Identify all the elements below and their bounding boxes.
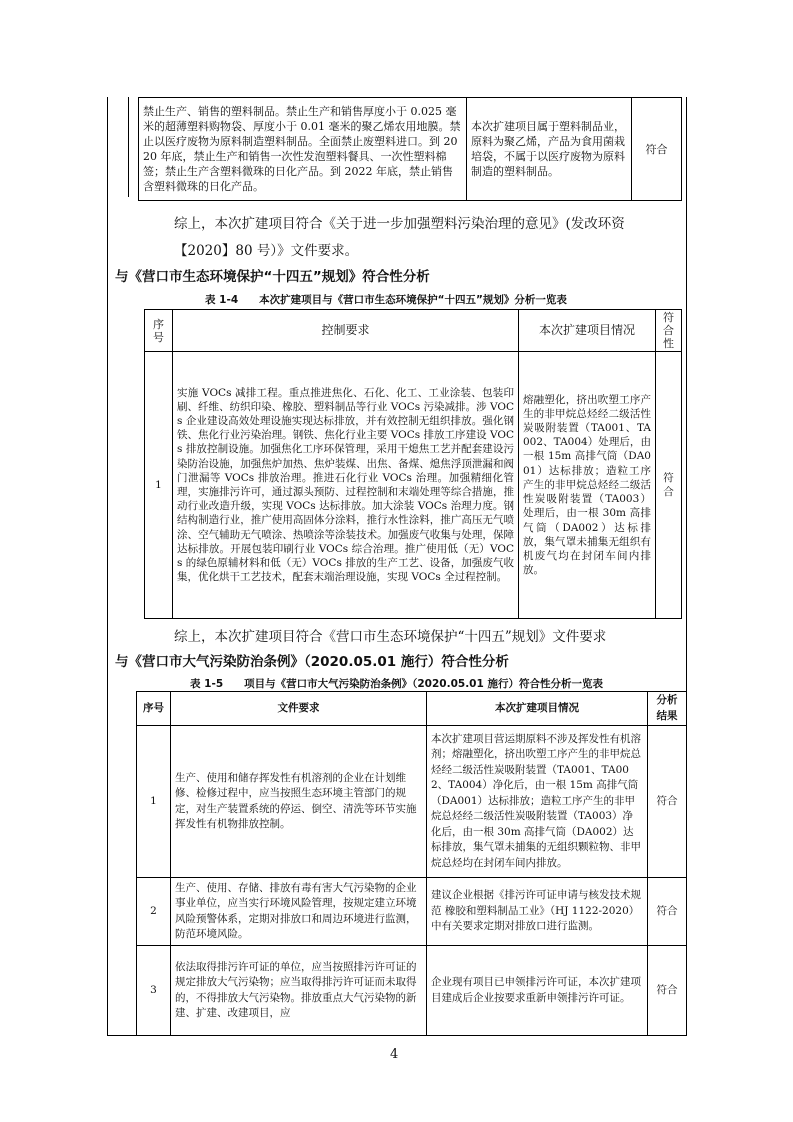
row-number: 1 xyxy=(137,726,171,878)
header-result: 分析结果 xyxy=(648,692,687,726)
table-row xyxy=(137,726,687,878)
table-caption-2: 表 1-5 项目与《营口市大气污染防治条例》（2020.05.01 施行）符合性分析一览表 xyxy=(190,678,603,690)
requirement-cell: 依法取得排污许可证的单位，应当按照排污许可证的规定排放大气污染物；应当取得排污许可证而未取得的，不得排放大气污染物。排放重点大气污染物的新建、扩建、改建项目，应 xyxy=(171,946,427,1036)
continuation-table xyxy=(138,97,682,201)
regulation-analysis-table xyxy=(136,691,687,1036)
table-caption-1: 表 1-4 本次扩建项目与《营口市生态环境保护“十四五”规划》分析一览表 xyxy=(205,294,567,306)
table-header-row xyxy=(145,310,682,352)
header-compliance: 符合性 xyxy=(656,310,682,352)
row-number: 1 xyxy=(145,352,173,619)
planning-analysis-table xyxy=(144,309,682,619)
status-cell: 建议企业根据《排污许可证申请与核发技术规范 橡胶和塑料制品工业》（HJ 1122-2020）中有关要求定期对排放口进行监测。 xyxy=(427,878,648,946)
status-cell: 企业现有项目已申领排污许可证，本次扩建项目建成后企业按要求重新申领排污许可证。 xyxy=(427,946,648,1036)
requirement-cell: 实施 VOCs 减排工程。重点推进焦化、石化、化工、工业涂装、包装印刷、纤维、纺织印染、橡胶、塑料制品等行业 VOCs 污染减排。涉 VOCs 企业建设高效处理设施实现达标排放，并有效控制无组织排放。强化钢铁、焦化行业污染治理。钢铁、焦化行业主要 VOCs 排放工序建设 VOCs 排放控制设施。加强焦化工序环保管理，采用干熄焦工艺并配套建设污染防治设施，加强焦炉加热、焦炉装煤、出焦、备煤、熄焦浮顶泄漏和阀门泄漏等 VOCs 排放治理。推进石化行业 VOCs 治理。加强精细化管理，实施排污许可，通过源头预防、过程控制和末端处理等综合措施，推动行业改造升级，实现 VOCs 达标排放。加大涂装 VOCs 治理力度。钢结构制造行业，推广使用高固体分涂料，推行水性涂料，推广高压无气喷涂、空气辅助无气喷涂、热喷涂等涂装技术。加强废气收集与处理，保障达标排放。开展包装印刷行业 VOCs 综合治理。推广使用低（无）VOCs 的绿色原辅材料和低（无）VOCs 排放的生产工艺、设备，加强废气收集，优化烘干工艺技术，配套末端治理设施，实现 VOCs 全过程控制。 xyxy=(173,352,519,619)
requirement-cell: 生产、使用和储存挥发性有机溶剂的企业在计划维修、检修过程中，应当按照生态环境主管部门的规定，对生产装置系统的停运、倒空、清洗等环节实施挥发性有机物排放控制。 xyxy=(171,726,427,878)
result-cell: 符合 xyxy=(656,352,682,619)
header-status: 本次扩建项目情况 xyxy=(427,692,648,726)
requirement-cell: 生产、使用、存储、排放有毒有害大气污染物的企业事业单位，应当实行环境风险管理，按规定建立环境风险预警体系，定期对排放口和周边环境进行监测，防范环境风险。 xyxy=(171,878,427,946)
header-requirement: 控制要求 xyxy=(173,310,519,352)
result-cell: 符合 xyxy=(632,98,682,201)
table-row xyxy=(139,98,682,201)
requirement-cell: 禁止生产、销售的塑料制品。禁止生产和销售厚度小于 0.025 毫米的超薄塑料购物袋、厚度小于 0.01 毫米的聚乙烯农用地膜。禁止以医疗废物为原料制造塑料制品。全面禁止废塑料进口。到 2020 年底，禁止生产和销售一次性发泡塑料餐具、一次性塑料棉签；禁止生产含塑料微珠的日化产品。到 2022 年底，禁止销售含塑料微珠的日化产品。 xyxy=(139,98,467,201)
result-cell: 符合 xyxy=(648,946,687,1036)
page-number: 4 xyxy=(390,1047,399,1062)
row-number: 2 xyxy=(137,878,171,946)
result-cell: 符合 xyxy=(648,878,687,946)
section-heading-2: 与《营口市大气污染防治条例》（2020.05.01 施行）符合性分析 xyxy=(115,654,509,670)
summary-paragraph-2: 综上，本次扩建项目符合《营口市生态环境保护“十四五”规划》文件要求 xyxy=(174,629,607,645)
header-no: 序号 xyxy=(145,310,173,352)
table-header-row xyxy=(137,692,687,726)
frame-left-column-divider xyxy=(128,97,129,197)
row-number: 3 xyxy=(137,946,171,1036)
header-status: 本次扩建项目情况 xyxy=(519,310,656,352)
header-no: 序号 xyxy=(137,692,171,726)
section-heading-1: 与《营口市生态环境保护“十四五”规划》符合性分析 xyxy=(115,269,430,285)
table-row xyxy=(137,878,687,946)
result-cell: 符合 xyxy=(648,726,687,878)
header-requirement: 文件要求 xyxy=(171,692,427,726)
table-row xyxy=(137,946,687,1036)
status-cell: 本次扩建项目属于塑料制品业，原料为聚乙烯，产品为食用菌栽培袋，不属于以医疗废物为原料制造的塑料制品。 xyxy=(467,98,632,201)
status-cell: 本次扩建项目营运期原料不涉及挥发性有机溶剂；熔融塑化，挤出吹塑工序产生的非甲烷总烃经二级活性炭吸附装置（TA001、TA002、TA004）净化后，由一根 15m 高排气筒（DA001）达标排放；造粒工序产生的非甲烷总烃经二级活性炭吸附装置（TA003）净化后，由一根 30m 高排气筒（DA002）达标排放，集气罩未捕集的无组织颗粒物、非甲烷总烃均在封闭车间内排放。 xyxy=(427,726,648,878)
summary-paragraph-1: 综上，本次扩建项目符合《关于进一步加强塑料污染治理的意见》(发改环资【2020】80 号）》文件要求。 xyxy=(174,216,625,259)
status-cell: 熔融塑化，挤出吹塑工序产生的非甲烷总烃经二级活性炭吸附装置（TA001、TA002、TA004）处理后，由一根 15m 高排气筒（DA001）达标排放；造粒工序产生的非甲烷总烃经二级活性炭吸附装置（TA003）处理后，由一根 30m 高排气筒（DA002）达标排放，集气罩未捕集无组织有机废气均在封闭车间内排放。 xyxy=(519,352,656,619)
table-row xyxy=(145,352,682,619)
